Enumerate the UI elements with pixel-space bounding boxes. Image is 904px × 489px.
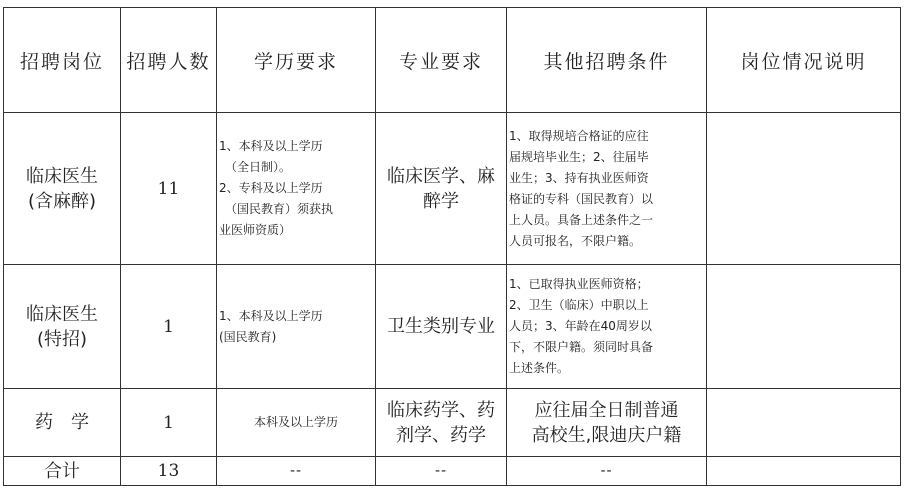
position-cell xyxy=(4,265,121,389)
conditions-cell xyxy=(507,265,707,389)
education-cell xyxy=(217,113,376,265)
conditions-line: 人员可报名，不限户籍。 xyxy=(509,233,642,248)
conditions-line: 届规培毕业生；2、往届毕 xyxy=(509,149,649,164)
header-notes: 岗位情况说明 xyxy=(707,8,901,113)
education-line: （全日制）。 xyxy=(225,160,292,174)
conditions-line: 2、卫生（临床）中职以上 xyxy=(509,298,649,312)
conditions-line: 应往届全日制普通 xyxy=(534,399,679,421)
total-conditions: -- xyxy=(507,457,707,486)
conditions-line: 业生；3、持有执业医师资 xyxy=(509,170,649,185)
conditions-line: 1、取得规培合格证的应往 xyxy=(509,128,649,143)
major-line: 剂学、药学 xyxy=(396,424,486,446)
education-cell xyxy=(217,389,376,457)
notes-cell xyxy=(707,389,901,457)
conditions-line: 上述条件。 xyxy=(509,361,570,375)
position-line: (特招) xyxy=(36,328,88,350)
conditions-line: 格证的专科（国民教育）以 xyxy=(509,191,654,206)
header-position: 招聘岗位 xyxy=(4,8,121,113)
table-row xyxy=(4,265,901,389)
major-cell xyxy=(376,113,507,265)
position-line: (含麻醉) xyxy=(27,190,97,212)
count-cell: 1 xyxy=(121,265,217,389)
header-row xyxy=(4,8,901,113)
total-major: -- xyxy=(376,457,507,486)
count-cell: 11 xyxy=(121,113,217,265)
major-cell xyxy=(376,265,507,389)
education-cell xyxy=(217,265,376,389)
education-line: 本科及以上学历 xyxy=(253,415,338,429)
position-line: 药 学 xyxy=(35,412,89,433)
table-row xyxy=(4,389,901,457)
total-label: 合计 xyxy=(4,457,121,486)
conditions-cell xyxy=(507,389,707,457)
major-line: 卫生类别专业 xyxy=(387,316,495,337)
major-line: 临床药学、药 xyxy=(387,399,495,421)
total-count: 13 xyxy=(121,457,217,486)
position-cell xyxy=(4,113,121,265)
major-line: 临床医学、麻 xyxy=(387,165,495,187)
total-notes xyxy=(707,457,901,486)
conditions-cell xyxy=(507,113,707,265)
total-education: -- xyxy=(217,457,376,486)
total-row xyxy=(4,457,901,486)
major-line: 醉学 xyxy=(423,190,459,212)
header-conditions: 其他招聘条件 xyxy=(507,8,707,113)
education-line: （国民教育）须获执 xyxy=(225,202,334,216)
education-line: 1、本科及以上学历 xyxy=(219,308,323,323)
conditions-line: 人员；3、年龄在40周岁以 xyxy=(509,319,652,333)
count-cell: 1 xyxy=(121,389,217,457)
recruitment-table xyxy=(3,7,901,486)
education-line: (国民教育) xyxy=(219,329,277,344)
major-cell xyxy=(376,389,507,457)
header-education: 学历要求 xyxy=(217,8,376,113)
education-line: 2、专科及以上学历 xyxy=(219,181,323,195)
conditions-line: 下，不限户籍。须同时具备 xyxy=(509,340,654,354)
position-cell xyxy=(4,389,121,457)
header-major: 专业要求 xyxy=(376,8,507,113)
notes-cell xyxy=(707,265,901,389)
table-row xyxy=(4,113,901,265)
position-line: 临床医生 xyxy=(26,303,98,325)
position-line: 临床医生 xyxy=(26,165,98,187)
conditions-line: 1、已取得执业医师资格； xyxy=(509,277,649,291)
notes-cell xyxy=(707,113,901,265)
header-count: 招聘人数 xyxy=(121,8,217,113)
conditions-line: 高校生,限迪庆户籍 xyxy=(531,424,682,446)
education-line: 业医师资质） xyxy=(219,223,292,237)
conditions-line: 上人员。具备上述条件之一 xyxy=(509,212,654,227)
education-line: 1、本科及以上学历 xyxy=(219,139,323,153)
